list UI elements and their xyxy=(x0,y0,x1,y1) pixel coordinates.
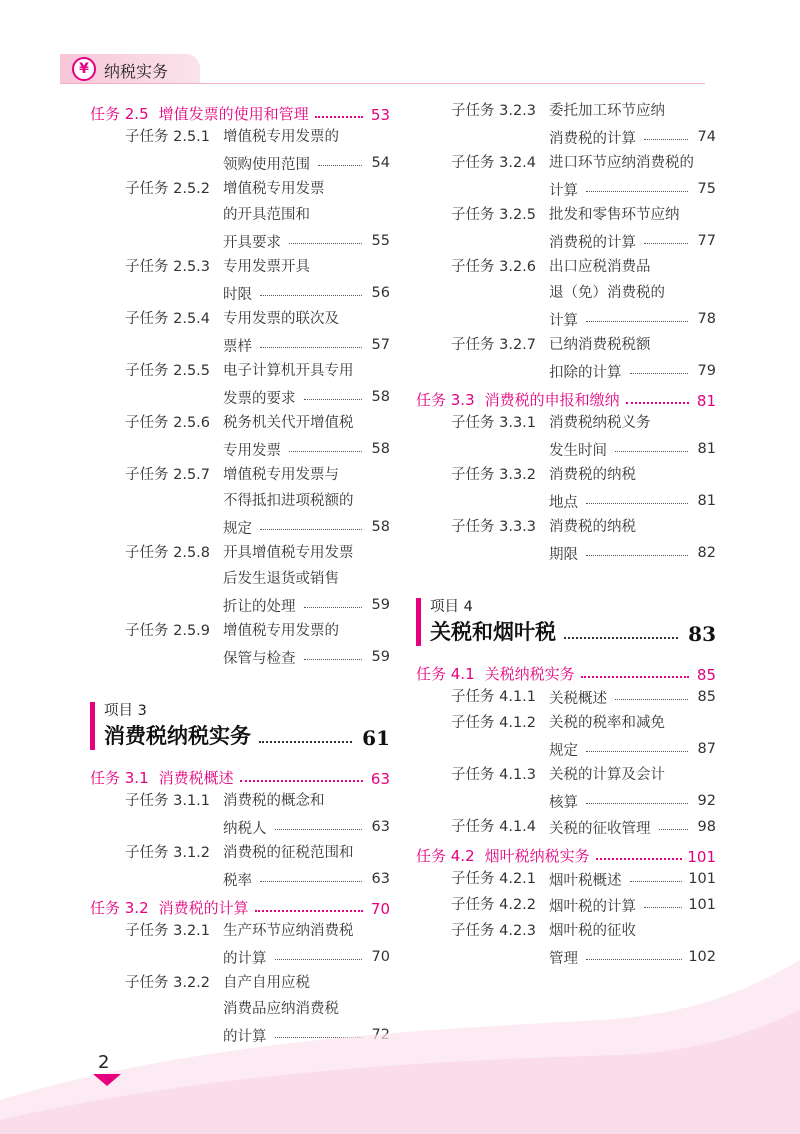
subtask-title-line: 烟叶税的计算 xyxy=(549,898,636,915)
task-number: 任务 2.5 xyxy=(90,105,149,123)
toc-subtask-entry[interactable] xyxy=(416,462,716,514)
subtask-title-line: 消费税的概念和 xyxy=(223,793,325,809)
subtask-number: 子任务 2.5.4 xyxy=(125,311,211,327)
dot-leader xyxy=(630,881,683,882)
project-title-row xyxy=(430,616,716,646)
toc-subtask-entry[interactable] xyxy=(90,840,390,892)
subtask-last-line xyxy=(549,736,716,762)
project-title-row xyxy=(104,720,390,750)
subtask-number: 子任务 3.1.2 xyxy=(125,845,211,861)
yen-icon: ¥ xyxy=(72,57,96,81)
subtask-title-line: 专用发票的联次及 xyxy=(223,311,339,327)
subtask-title-line: 管理 xyxy=(549,950,578,967)
subtask-body xyxy=(223,462,390,540)
page-ref: 82 xyxy=(697,545,716,561)
subtask-body xyxy=(549,254,716,332)
subtask-number: 子任务 4.1.4 xyxy=(451,819,537,835)
page-marker-triangle xyxy=(93,1074,121,1086)
subtask-last-line xyxy=(549,124,716,150)
subtask-title-line: 消费税的纳税 xyxy=(549,519,636,535)
dot-leader xyxy=(260,295,362,296)
subtask-body xyxy=(223,306,390,358)
subtask-last-line xyxy=(549,892,716,918)
subtask-title-line: 自产自用应税 xyxy=(223,975,310,991)
toc-subtask-entry[interactable] xyxy=(416,710,716,762)
dot-leader xyxy=(659,829,689,830)
toc-task-entry[interactable] xyxy=(416,658,716,684)
toc-subtask-entry[interactable] xyxy=(90,306,390,358)
subtask-title-line: 烟叶税的征收 xyxy=(549,923,636,939)
dot-leader xyxy=(260,347,362,348)
subtask-number: 子任务 3.1.1 xyxy=(125,793,211,809)
toc-subtask-entry[interactable] xyxy=(90,410,390,462)
subtask-title-line: 消费税的纳税 xyxy=(549,467,636,483)
subtask-number: 子任务 4.1.2 xyxy=(451,715,537,731)
dot-leader xyxy=(644,139,688,140)
subtask-title-line: 计算 xyxy=(549,182,578,199)
toc-left-column xyxy=(90,98,390,1048)
subtask-title-line: 增值税专用发票 xyxy=(223,181,325,197)
project-title: 关税和烟叶税 xyxy=(430,619,556,644)
subtask-body xyxy=(549,710,716,762)
toc-task-entry[interactable] xyxy=(90,762,390,788)
subtask-last-line xyxy=(549,306,716,332)
subtask-number: 子任务 3.3.2 xyxy=(451,467,537,483)
page-ref: 101 xyxy=(688,897,716,913)
subtask-number: 子任务 3.2.1 xyxy=(125,923,211,939)
dot-leader xyxy=(318,165,362,166)
subtask-title-line: 消费税的征税范围和 xyxy=(223,845,354,861)
project-accent-bar xyxy=(416,598,421,646)
subtask-title-line: 发生时间 xyxy=(549,442,607,459)
task-title: 增值发票的使用和管理 xyxy=(158,105,309,123)
subtask-number: 子任务 3.3.1 xyxy=(451,415,537,431)
subtask-last-line xyxy=(549,436,716,462)
subtask-title-line: 退（免）消费税的 xyxy=(549,285,665,301)
toc-task-entry[interactable] xyxy=(90,98,390,124)
subtask-title-line: 消费税的计算 xyxy=(549,234,636,251)
subtask-title-line: 后发生退货或销售 xyxy=(223,571,339,587)
subtask-body xyxy=(549,892,716,918)
subtask-title-line: 期限 xyxy=(549,546,578,563)
dot-leader xyxy=(260,529,362,530)
page-ref: 101 xyxy=(688,871,716,887)
project-accent-bar xyxy=(90,702,95,750)
toc-subtask-entry[interactable] xyxy=(90,788,390,840)
project-label: 项目 4 xyxy=(430,599,473,615)
page-ref: 53 xyxy=(370,106,390,124)
subtask-body xyxy=(223,254,390,306)
dot-leader xyxy=(260,881,362,882)
page-ref: 78 xyxy=(697,311,716,327)
toc-project-entry[interactable] xyxy=(90,702,390,752)
page-ref: 87 xyxy=(697,741,716,757)
subtask-body xyxy=(549,410,716,462)
subtask-last-line xyxy=(549,176,716,202)
subtask-last-line xyxy=(549,814,716,840)
subtask-title-line: 开具要求 xyxy=(223,234,281,251)
toc-subtask-entry[interactable] xyxy=(90,462,390,540)
dot-leader xyxy=(240,780,363,782)
page-ref: 63 xyxy=(371,871,390,887)
book-title: 纳税实务 xyxy=(104,62,169,81)
dot-leader xyxy=(586,555,688,556)
task-number: 任务 3.2 xyxy=(90,899,149,917)
page-number: 2 xyxy=(98,1052,110,1073)
subtask-last-line xyxy=(223,644,390,670)
page-ref: 58 xyxy=(371,519,390,535)
subtask-number: 子任务 2.5.3 xyxy=(125,259,211,275)
task-number: 任务 4.2 xyxy=(416,847,475,865)
page-ref: 59 xyxy=(371,597,390,613)
subtask-last-line xyxy=(549,540,716,566)
task-title: 关税纳税实务 xyxy=(484,665,575,683)
subtask-title-line: 增值税专用发票与 xyxy=(223,467,339,483)
toc-task-entry[interactable] xyxy=(416,840,716,866)
page-ref: 58 xyxy=(371,441,390,457)
subtask-title-line: 增值税专用发票的 xyxy=(223,129,339,145)
task-number: 任务 3.3 xyxy=(416,391,475,409)
toc-right-column xyxy=(416,98,716,970)
toc-subtask-entry[interactable] xyxy=(90,176,390,254)
page-ref: 83 xyxy=(688,622,716,646)
subtask-number: 子任务 2.5.6 xyxy=(125,415,211,431)
dot-leader xyxy=(564,637,678,639)
subtask-title-line: 专用发票 xyxy=(223,442,281,459)
subtask-number: 子任务 2.5.9 xyxy=(125,623,211,639)
subtask-body xyxy=(549,514,716,566)
subtask-number: 子任务 2.5.8 xyxy=(125,545,211,561)
dot-leader xyxy=(259,741,352,743)
subtask-number: 子任务 4.1.1 xyxy=(451,689,537,705)
subtask-body xyxy=(549,814,716,840)
subtask-title-line: 的计算 xyxy=(223,950,267,967)
subtask-body xyxy=(223,540,390,618)
page-ref: 77 xyxy=(697,233,716,249)
subtask-title-line: 发票的要求 xyxy=(223,390,296,407)
toc-subtask-entry[interactable] xyxy=(416,332,716,384)
subtask-title-line: 关税的税率和减免 xyxy=(549,715,665,731)
dot-leader xyxy=(586,503,688,504)
toc-subtask-entry[interactable] xyxy=(416,150,716,202)
subtask-title-line: 消费税的计算 xyxy=(549,130,636,147)
page-ref: 59 xyxy=(371,649,390,665)
page-ref: 56 xyxy=(371,285,390,301)
subtask-title-line: 生产环节应纳消费税 xyxy=(223,923,354,939)
page-ref: 70 xyxy=(370,900,390,918)
page-ref: 75 xyxy=(697,181,716,197)
toc-subtask-entry[interactable] xyxy=(416,892,716,918)
subtask-body xyxy=(549,150,716,202)
subtask-title-line: 时限 xyxy=(223,286,252,303)
subtask-title-line: 纳税人 xyxy=(223,820,267,837)
toc-subtask-entry[interactable] xyxy=(416,814,716,840)
subtask-body xyxy=(223,788,390,840)
dot-leader xyxy=(644,907,682,908)
page-ref: 61 xyxy=(362,726,390,750)
header-rule xyxy=(60,83,705,84)
subtask-title-line: 的计算 xyxy=(223,1028,267,1045)
task-title: 消费税概述 xyxy=(158,769,234,787)
subtask-last-line xyxy=(223,436,390,462)
subtask-title-line: 消费税纳税义务 xyxy=(549,415,651,431)
subtask-title-line: 委托加工环节应纳 xyxy=(549,103,665,119)
subtask-title-line: 核算 xyxy=(549,794,578,811)
project-label: 项目 3 xyxy=(104,703,147,719)
subtask-title-line: 已纳消费税税额 xyxy=(549,337,651,353)
subtask-number: 子任务 2.5.7 xyxy=(125,467,211,483)
toc-subtask-entry[interactable] xyxy=(416,514,716,566)
subtask-title-line: 电子计算机开具专用 xyxy=(223,363,354,379)
project-title: 消费税纳税实务 xyxy=(104,723,251,748)
subtask-title-line: 地点 xyxy=(549,494,578,511)
subtask-title-line: 折让的处理 xyxy=(223,598,296,615)
subtask-body xyxy=(549,462,716,514)
dot-leader xyxy=(630,373,689,374)
toc-project-entry[interactable] xyxy=(416,598,716,648)
subtask-body xyxy=(549,202,716,254)
subtask-last-line xyxy=(223,280,390,306)
subtask-number: 子任务 3.2.3 xyxy=(451,103,537,119)
subtask-title-line: 关税概述 xyxy=(549,690,607,707)
page-ref: 79 xyxy=(697,363,716,379)
dot-leader xyxy=(586,191,688,192)
page-ref: 85 xyxy=(697,689,716,705)
subtask-title-line: 增值税专用发票的 xyxy=(223,623,339,639)
subtask-title-line: 票样 xyxy=(223,338,252,355)
dot-leader xyxy=(304,399,363,400)
subtask-body xyxy=(549,684,716,710)
subtask-title-line: 规定 xyxy=(549,742,578,759)
page-ref: 63 xyxy=(371,819,390,835)
dot-leader xyxy=(315,116,363,118)
dot-leader xyxy=(626,402,689,404)
task-number: 任务 3.1 xyxy=(90,769,149,787)
subtask-body xyxy=(223,618,390,670)
subtask-title-line: 专用发票开具 xyxy=(223,259,310,275)
subtask-number: 子任务 3.2.6 xyxy=(451,259,537,275)
subtask-title-line: 开具增值税专用发票 xyxy=(223,545,354,561)
subtask-number: 子任务 3.3.3 xyxy=(451,519,537,535)
subtask-title-line: 关税的征收管理 xyxy=(549,820,651,837)
page-ref: 63 xyxy=(370,770,390,788)
dot-leader xyxy=(586,751,688,752)
dot-leader xyxy=(615,451,688,452)
page-ref: 70 xyxy=(371,949,390,965)
subtask-title-line: 进口环节应纳消费税的 xyxy=(549,155,694,171)
subtask-title-line: 的开具范围和 xyxy=(223,207,310,223)
subtask-body xyxy=(549,98,716,150)
dot-leader xyxy=(275,829,363,830)
subtask-number: 子任务 3.2.4 xyxy=(451,155,537,171)
subtask-title-line: 消费品应纳消费税 xyxy=(223,1001,339,1017)
subtask-last-line xyxy=(223,514,390,540)
dot-leader xyxy=(304,607,363,608)
page-ref: 55 xyxy=(371,233,390,249)
subtask-last-line xyxy=(223,384,390,410)
page-ref: 85 xyxy=(696,666,716,684)
subtask-title-line: 出口应税消费品 xyxy=(549,259,651,275)
subtask-title-line: 税务机关代开增值税 xyxy=(223,415,354,431)
page-ref: 81 xyxy=(697,441,716,457)
toc-subtask-entry[interactable] xyxy=(416,410,716,462)
subtask-last-line xyxy=(223,592,390,618)
toc-subtask-entry[interactable] xyxy=(90,618,390,670)
page-ref: 54 xyxy=(371,155,390,171)
subtask-number: 子任务 3.2.7 xyxy=(451,337,537,353)
subtask-number: 子任务 2.5.1 xyxy=(125,129,211,145)
subtask-body xyxy=(549,332,716,384)
dot-leader xyxy=(615,699,688,700)
task-title: 烟叶税纳税实务 xyxy=(484,847,590,865)
subtask-body xyxy=(223,176,390,254)
subtask-title-line: 扣除的计算 xyxy=(549,364,622,381)
page-ref: 102 xyxy=(688,949,716,965)
subtask-body xyxy=(223,840,390,892)
subtask-body xyxy=(549,762,716,814)
subtask-title-line: 关税的计算及会计 xyxy=(549,767,665,783)
page-ref: 101 xyxy=(687,848,716,866)
subtask-title-line: 领购使用范围 xyxy=(223,156,310,173)
subtask-last-line xyxy=(223,814,390,840)
task-title: 消费税的计算 xyxy=(158,899,249,917)
subtask-body xyxy=(223,358,390,410)
toc-task-entry[interactable] xyxy=(416,384,716,410)
dot-leader xyxy=(586,803,688,804)
running-header xyxy=(0,52,800,88)
subtask-number: 子任务 4.2.3 xyxy=(451,923,537,939)
dot-leader xyxy=(596,858,683,860)
dot-leader xyxy=(304,659,363,660)
subtask-last-line xyxy=(549,866,716,892)
subtask-title-line: 规定 xyxy=(223,520,252,537)
task-title: 消费税的申报和缴纳 xyxy=(484,391,620,409)
subtask-last-line xyxy=(549,684,716,710)
toc-subtask-entry[interactable] xyxy=(90,540,390,618)
subtask-body xyxy=(223,124,390,176)
page-ref: 57 xyxy=(371,337,390,353)
subtask-title-line: 保管与检查 xyxy=(223,650,296,667)
toc-task-entry[interactable] xyxy=(90,892,390,918)
dot-leader xyxy=(581,676,689,678)
toc-subtask-entry[interactable] xyxy=(416,684,716,710)
subtask-title-line: 税率 xyxy=(223,872,252,889)
dot-leader xyxy=(289,243,362,244)
subtask-body xyxy=(549,866,716,892)
toc-subtask-entry[interactable] xyxy=(90,254,390,306)
page-ref: 74 xyxy=(697,129,716,145)
task-number: 任务 4.1 xyxy=(416,665,475,683)
page-ref: 81 xyxy=(697,493,716,509)
toc-subtask-entry[interactable] xyxy=(416,762,716,814)
dot-leader xyxy=(289,451,362,452)
subtask-last-line xyxy=(223,332,390,358)
page-ref: 92 xyxy=(697,793,716,809)
subtask-last-line xyxy=(549,788,716,814)
subtask-title-line: 批发和零售环节应纳 xyxy=(549,207,680,223)
dot-leader xyxy=(644,243,688,244)
subtask-number: 子任务 4.1.3 xyxy=(451,767,537,783)
subtask-last-line xyxy=(549,488,716,514)
subtask-last-line xyxy=(223,866,390,892)
toc-subtask-entry[interactable] xyxy=(90,358,390,410)
subtask-number: 子任务 4.2.1 xyxy=(451,871,537,887)
subtask-last-line xyxy=(549,358,716,384)
toc-subtask-entry[interactable] xyxy=(416,202,716,254)
toc-subtask-entry[interactable] xyxy=(416,866,716,892)
subtask-last-line xyxy=(223,228,390,254)
subtask-number: 子任务 2.5.2 xyxy=(125,181,211,197)
subtask-number: 子任务 2.5.5 xyxy=(125,363,211,379)
subtask-last-line xyxy=(549,228,716,254)
subtask-number: 子任务 3.2.5 xyxy=(451,207,537,223)
page-ref: 81 xyxy=(696,392,716,410)
dot-leader xyxy=(255,910,363,912)
subtask-last-line xyxy=(223,150,390,176)
toc-subtask-entry[interactable] xyxy=(90,124,390,176)
subtask-number: 子任务 4.2.2 xyxy=(451,897,537,913)
toc-subtask-entry[interactable] xyxy=(416,98,716,150)
subtask-title-line: 不得抵扣进项税额的 xyxy=(223,493,354,509)
dot-leader xyxy=(586,321,688,322)
subtask-body xyxy=(223,410,390,462)
subtask-title-line: 烟叶税概述 xyxy=(549,872,622,889)
decorative-wave xyxy=(0,960,800,1134)
toc-subtask-entry[interactable] xyxy=(416,254,716,332)
page-ref: 58 xyxy=(371,389,390,405)
page-ref: 98 xyxy=(697,819,716,835)
subtask-number: 子任务 3.2.2 xyxy=(125,975,211,991)
subtask-title-line: 计算 xyxy=(549,312,578,329)
